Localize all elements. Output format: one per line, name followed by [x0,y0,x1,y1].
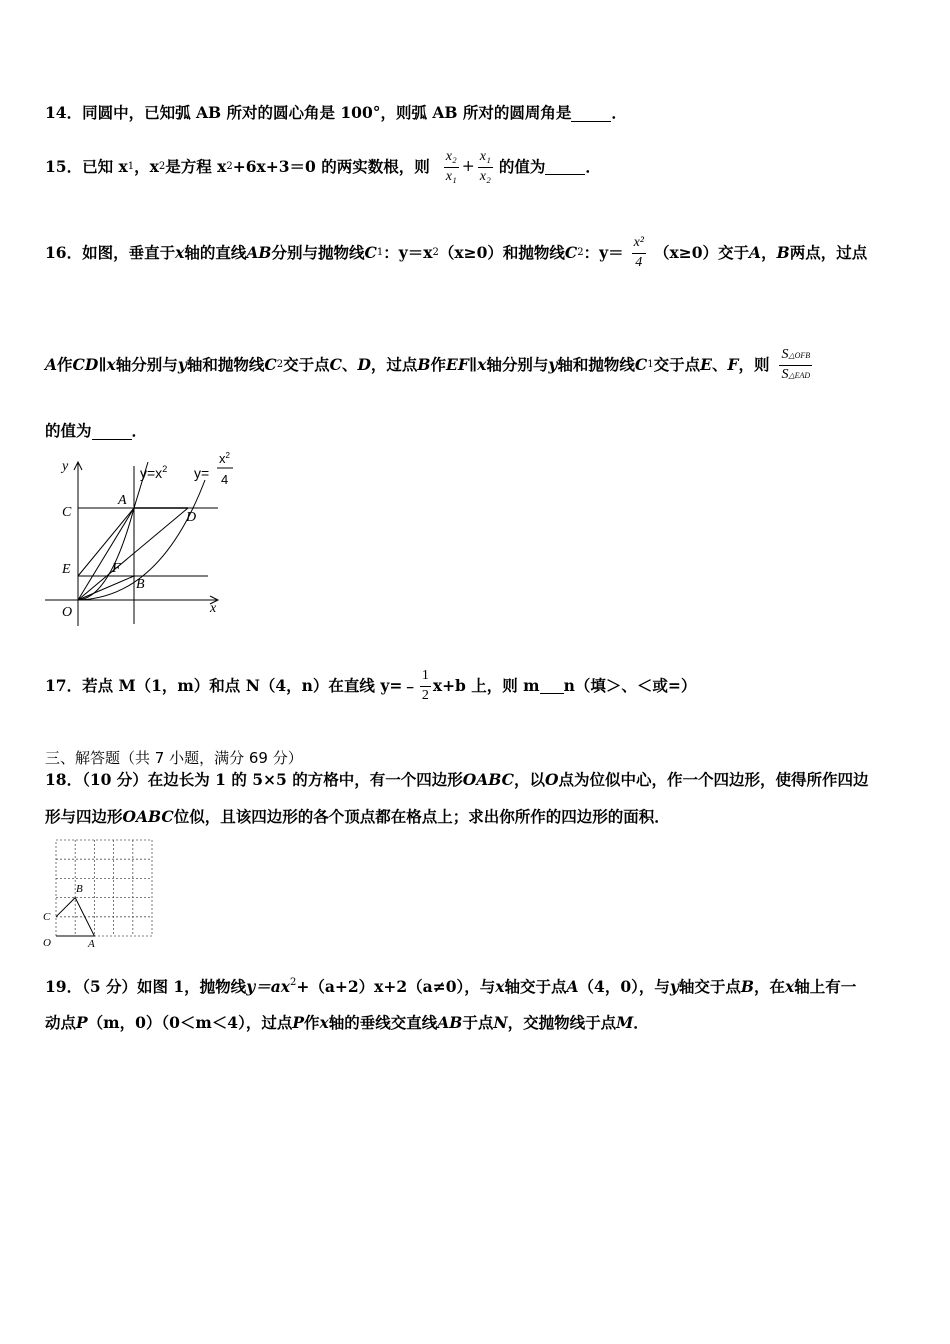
fig-curve2-num [219,451,231,466]
fig-label-c: C [62,505,72,520]
q16-sq: 2 [432,247,439,258]
q18-text-e: 位似，且该四边形的各个顶点都在格点上；求出你所作的四边形的面积． [173,807,670,826]
q19-m: M [616,1013,634,1032]
q15-text-a: 15．已知 x [45,157,128,177]
q16-ratio-num-sub: △OFB [788,351,811,361]
q16-ratio-den-s: S [781,366,789,382]
q16-c1: C [364,243,377,263]
q19-p2: P [292,1013,304,1032]
q17-text-c: n（填＞、＜或=） [563,676,697,696]
q16-text-g: （x≥0）交于 [654,243,750,263]
q19-n: N [493,1013,508,1032]
q16-l2-f: F [727,355,739,375]
q15-fraction-1 [444,148,459,185]
q19-p1: P [76,1013,88,1032]
q16-l2-c2-sub: 2 [276,359,284,370]
q19-end: ． [633,1013,649,1032]
question-15 [45,147,601,187]
q16-ratio-num-s: S [781,347,789,363]
q16-l2-sep2: 、 [711,355,728,375]
q16-l2-d: D [357,355,371,375]
q16-ratio-den-sub: △EAD [788,370,811,380]
q19-x1: x [495,977,505,996]
q19-a: A [566,977,579,996]
q16-l2-b: B [417,355,431,375]
q18-oabc-1: OABC [462,770,514,789]
q19-text-l: ，交抛物线于点 [507,1013,617,1032]
q16-x: x [175,243,185,263]
fig-label-o: O [62,605,73,620]
q18-text-d: 形与四边形 [45,807,123,826]
q19-ab: AB [437,1013,463,1032]
q19-text-e: ，在 [754,977,786,996]
q19-text-f: 轴上有一 [794,977,857,996]
q18-text-c: 点为位似中心，作一个四边形，使得所作四边 [558,770,869,789]
q16-l2-c2: C [264,355,277,375]
q15-f1-num: x₂ [444,148,459,167]
q18-text-a: 18．（10 分）在边长为 1 的 5×5 的方格中，有一个四边形 [45,770,463,789]
q19-x2: x [785,977,795,996]
q16-answer-blank[interactable] [92,423,132,440]
q19-eq-a: y＝ax [246,977,290,996]
q19-text-b: 轴交于点 [504,977,567,996]
q16-l2-pc: C [329,355,342,375]
q16-text-f: ：y＝ [583,243,624,263]
q19-sq: 2 [289,977,297,988]
q16-l2-text-e: 交于点 [283,355,330,375]
q16-text-c: 分别与抛物线 [271,243,365,263]
q15-end: ． [585,157,601,177]
q16-l2-text-h: 作 [430,355,447,375]
q16-l2-a: A [45,355,58,375]
fig-seg-od [78,508,188,600]
q15-text-b: 是方程 x [165,157,227,177]
q18-text-b: ，以 [513,770,545,789]
fig-seg-oa [78,508,134,600]
q16-l2-sep1: 、 [341,355,358,375]
q15-f2-den: x₂ [479,168,491,184]
q15-text-d: 的值为 [498,157,546,177]
q16-l2-text-a: 作 [57,355,73,375]
q16-fraction [632,234,646,271]
q16-ratio-den [779,366,812,384]
grid-label-a: A [88,938,95,950]
q19-text-d: 轴交于点 [678,977,741,996]
question-19-line1 [45,978,856,995]
q17-frac-num: 1 [420,667,431,686]
fig-label-d: D [186,510,197,525]
q16-l2-e: E [700,355,712,375]
q19-y: y [669,977,679,996]
q18-grid-figure [40,836,160,951]
fig-curve2-num-exp: 2 [225,451,230,460]
q16-l2-c1: C [634,355,648,375]
fig-label-x: x [210,601,217,616]
q16-l2-c1-sub: 1 [647,359,654,370]
question-16-line1 [45,224,867,282]
section-3-heading: 三、解答题（共 7 小题，满分 69 分） [45,749,303,767]
q16-frac-num: x² [632,234,646,253]
question-17 [45,662,696,710]
question-14 [45,105,627,122]
q17-text-b: x+b 上，则 m [432,676,540,696]
fig-curve1-label [140,464,167,481]
question-18-line2 [45,809,670,825]
q16-a: A [749,243,762,263]
question-18-line1 [45,772,869,788]
fig-label-e: E [62,562,71,577]
fig-curve1-exp: 2 [162,464,168,474]
fig-curve1-text: y=x [140,465,163,481]
q15-comma: ，x [134,157,159,177]
fig-label-y: y [62,459,69,474]
q19-eq-b: +（a+2）x+2（a≠0），与 [296,977,496,996]
fig-label-b: B [136,577,145,592]
q16-l2-text-g: ，过点 [370,355,418,375]
q14-end: ． [611,103,627,122]
q16-b: B [776,243,790,263]
q18-o: O [545,770,559,789]
q16-ratio-num [779,346,812,365]
q16-l2-y1: y [177,355,187,375]
q16-frac-den: 4 [635,254,643,270]
q19-text-i: 作 [304,1013,320,1032]
q19-text-k: 于点 [462,1013,494,1032]
grid-label-o: O [43,937,51,949]
question-19-line2 [45,1015,649,1031]
q15-answer-blank[interactable] [545,159,585,176]
q14-answer-blank[interactable] [571,105,611,122]
fig-curve2-den: 4 [221,472,229,487]
q16-l2-text-j: 轴和抛物线 [557,355,635,375]
q16-l2-y2: y [548,355,558,375]
q17-text-a: 17．若点 M（1，m）和点 N（4，n）在直线 y=﹣ [45,676,418,696]
q19-text-h: （m，0）（0＜m＜4），过点 [87,1013,293,1032]
q16-l2-text-i: 轴分别与 [486,355,549,375]
question-16-line3 [45,423,147,440]
q19-x3: x [319,1013,329,1032]
q16-l2-text-l: ，则 [738,355,770,375]
q16-l2-text-c: 轴分别与 [115,355,178,375]
question-16-line2 [45,336,812,394]
fig-label-a: A [118,493,127,508]
q16-l2-cd: CD [72,355,99,375]
q15-text-c: +6x+3＝0 的两实数根，则 [232,157,430,177]
q16-l2-ef: EF [446,355,469,375]
fig-curve2-label: y= [194,465,210,481]
q19-text-a: 19．（5 分）如图 1，抛物线 [45,977,247,996]
grid-label-c: C [43,911,51,923]
q15-sub2: 2 [158,161,166,172]
q19-text-g: 动点 [45,1013,77,1032]
fig-label-f: F [112,561,121,576]
q16-text-d: ：y＝x [383,243,433,263]
grid-border [56,840,152,936]
q16-l2-parallel-1: ∥ [98,355,107,375]
q16-l2-parallel-2: ∥ [468,355,478,375]
q16-text-h: ， [761,243,777,263]
q16-area-ratio [779,346,812,383]
q15-plus: + [461,157,475,176]
q15-fraction-2 [478,148,493,185]
q16-figure [40,448,240,628]
q19-b: B [740,977,755,996]
q17-frac-den: 2 [421,687,429,703]
q16-c2-sub: 2 [577,247,584,258]
q16-text-b: 轴的直线 [184,243,247,263]
q14-text: 14．同圆中，已知弧 AB 所对的圆心角是 100°，则弧 AB 所对的圆周角是 [45,103,572,122]
q15-f1-den: x₁ [445,168,457,184]
q16-l3-end: ． [131,421,148,440]
q16-ab: AB [246,243,272,263]
q19-text-c: （4，0），与 [578,977,670,996]
q17-fraction [420,667,431,704]
q16-c2: C [564,243,578,263]
q16-l2-text-k: 交于点 [653,355,701,375]
q16-l2-text-d: 轴和抛物线 [186,355,265,375]
q16-text-e: （x≥0）和抛物线 [438,243,565,263]
q17-answer-blank[interactable] [540,678,564,695]
grid-label-b: B [76,883,83,895]
q18-oabc-2: OABC [122,807,174,826]
q16-l3-text: 的值为 [45,421,92,440]
q15-sup: 2 [226,161,233,172]
q16-l2-x1: x [106,355,116,375]
q16-c1-sub: 1 [376,247,384,258]
q15-sub1: 1 [127,161,135,172]
q16-l2-x2: x [477,355,487,375]
q16-text-a: 16．如图，垂直于 [45,243,176,263]
fig-seg-ea [78,508,134,576]
fig-curve2-num-text: x [219,451,226,466]
q16-text-i: 两点，过点 [789,243,868,263]
q15-f2-num: x₁ [478,148,493,167]
q19-text-j: 轴的垂线交直线 [328,1013,438,1032]
